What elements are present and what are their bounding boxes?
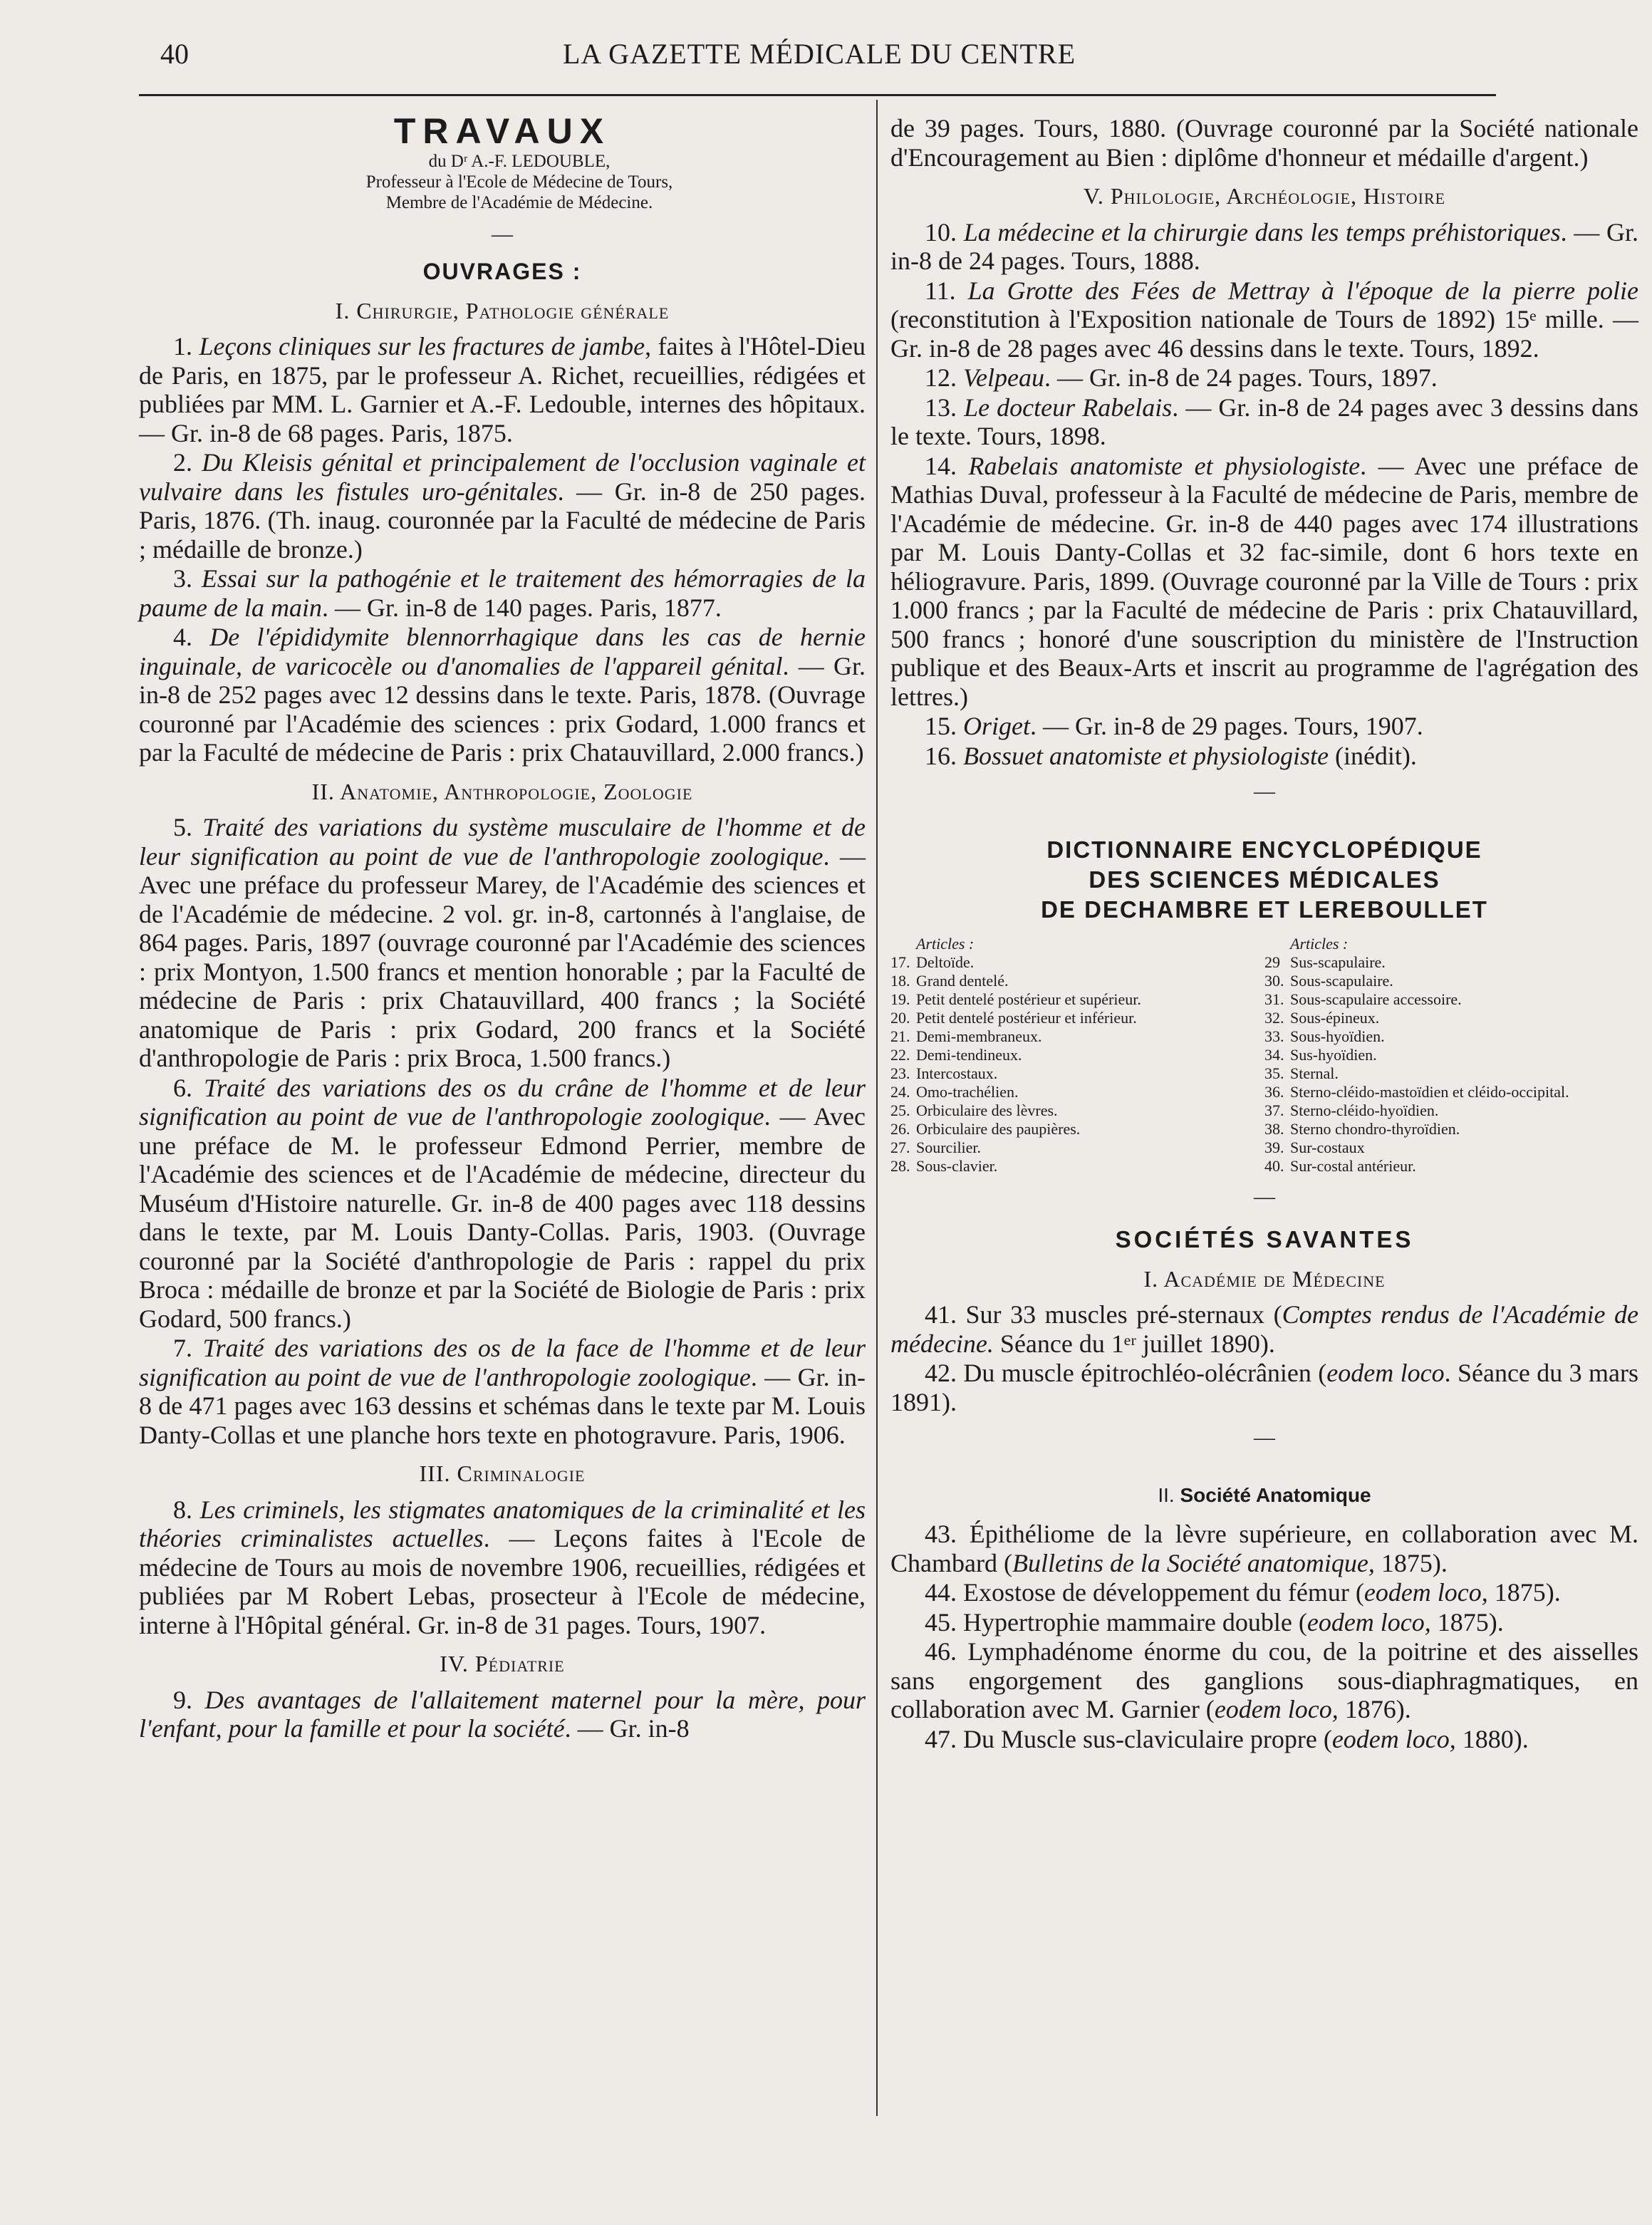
- entry-7: 7. Traité des variations des os de la face de l'homme et de leur signification au point de vue de l'anthropologie zoologique. — Gr. in-8 de 471 pages avec 163 dessins et schémas dans le texte par M. Louis Danty-Collas et une planche hors texte en photogravure. Paris, 1906.: [139, 1334, 866, 1449]
- header-rule: [139, 94, 1496, 96]
- section-societe-anatomique: II. Société Anatomique: [1158, 1483, 1371, 1506]
- entry-3: 3. Essai sur la pathogénie et le traitement des hémorragies de la paume de la main. — Gr. in-8 de 140 pages. Paris, 1877.: [139, 564, 866, 622]
- entry-9: 9. Des avantages de l'allaitement maternel pour la mère, pour l'enfant, pour la famille et pour la société. — Gr. in-8: [139, 1685, 866, 1743]
- entry-4: 4. De l'épididymite blennorrhagique dans les cas de hernie inguinale, de varicocèle ou d'anomalies de l'appareil génital. — Gr. in-8 de 252 pages avec 12 dessins dans le texte. Paris, 1878. (Ouvrage couronné par l'Académie des sciences : prix Godard, 1.000 francs et par la Faculté de médecine de Paris : prix Chatauvillard, 2.000 francs.): [139, 623, 866, 767]
- entry-8: 8. Les criminels, les stigmates anatomiques de la criminalité et les théories criminalistes actuelles. — Leçons faites à l'Ecole de médecine de Tours au mois de novembre 1906, recueillies, rédigées et publiées par M Robert Lebas, prosecteur à l'Ecole de médecine, interne à l'Hôpital général. Gr. in-8 de 31 pages. Tours, 1907.: [139, 1495, 866, 1639]
- entry-16: 16. Bossuet anatomiste et physiologiste (inédit).: [925, 741, 1417, 770]
- entry-15: 15. Origet. — Gr. in-8 de 29 pages. Tours, 1907.: [925, 712, 1423, 740]
- article-item: 33. Sous-hyoïdien.: [1264, 1027, 1385, 1045]
- section-anatomie: II. Anatomie, Anthropologie, Zoologie: [311, 778, 693, 804]
- article-item: 29 Sus-scapulaire.: [1264, 953, 1386, 971]
- entry-6: 6. Traité des variations des os du crâne de l'homme et de leur signification au point de vue de l'anthropologie zoologique. — Avec une préface de M. le professeur Edmond Perrier, membre de l'Académie des sciences et de l'Académie de médecine, directeur du Muséum d'Histoire naturelle. Gr. in-8 de 400 pages avec 118 dessins dans le texte, par M. Louis Danty-Collas. Paris, 1903. (Ouvrage couronné par la Société d'anthropologie de Paris : rappel du prix Broca : médaille de bronze et par la Société de Biologie de Paris : prix Godard, 500 francs.): [139, 1073, 866, 1333]
- article-item: 35. Sternal.: [1264, 1064, 1339, 1082]
- entry-5: 5. Traité des variations du système musculaire de l'homme et de leur signification au point de vue de l'anthropologie zoologique. — Avec une préface du professeur Marey, de l'Académie des sciences et de l'Académie de médecine. 2 vol. gr. in-8, cartonnés à l'anglaise, de 864 pages. Paris, 1897 (ouvrage couronné par l'Académie des sciences : prix Montyon, 1.500 francs et mention honorable ; par la Faculté de médecine de Paris : prix Chatauvillard, 400 francs ; la Société anatomique de Paris : prix Godard, 200 francs et la Société d'anthropologie de Paris : prix Broca, 1.500 francs.): [139, 813, 866, 1072]
- article-item: 28. Sous-clavier.: [890, 1156, 998, 1175]
- byline-professor: Professeur à l'Ecole de Médecine de Tours,: [365, 172, 673, 192]
- travaux-title: TRAVAUX: [393, 111, 611, 151]
- journal-title: LA GAZETTE MÉDICALE DU CENTRE: [562, 38, 1076, 70]
- dictionnaire-line-2: DES SCIENCES MÉDICALES: [1089, 866, 1440, 893]
- section-philologie: V. Philologie, Archéologie, Histoire: [1083, 183, 1446, 209]
- separator-dash: —: [1254, 779, 1275, 803]
- byline-author: du Dʳ A.-F. LEDOUBLE,: [428, 151, 611, 171]
- section-academie: I. Académie de Médecine: [1143, 1265, 1386, 1292]
- entry-46: 46. Lymphadénome énorme du cou, de la poitrine et des aisselles sans engorgement des ganglions sous-diaphragmatiques, en collaboration avec M. Garnier (eodem loco, 1876).: [890, 1637, 1638, 1723]
- article-item: 31. Sous-scapulaire accessoire.: [1264, 990, 1462, 1008]
- article-item: 32. Sous-épineux.: [1264, 1008, 1380, 1027]
- separator-dash: —: [1254, 1426, 1275, 1449]
- article-item: 19. Petit dentelé postérieur et supérieur.: [890, 990, 1141, 1008]
- articles-label: Articles :: [916, 934, 975, 953]
- article-item: 25. Orbiculaire des lèvres.: [890, 1101, 1058, 1119]
- article-item: 38. Sterno chondro-thyroïdien.: [1264, 1119, 1460, 1138]
- entry-44: 44. Exostose de développement du fémur (eodem loco, 1875).: [925, 1578, 1561, 1607]
- right-column: [890, 114, 1638, 1754]
- column-divider: [876, 100, 878, 2116]
- articles-column-left: [890, 935, 1264, 1176]
- entry-2: 2. Du Kleisis génital et principalement de l'occlusion vaginale et vulvaire dans les fistules uro-génitales. — Gr. in-8 de 250 pages. Paris, 1876. (Th. inaug. couronnée par la Faculté de médecine de Paris ; médaille de bronze.): [139, 448, 866, 564]
- article-item: 17. Deltoïde.: [890, 953, 975, 971]
- article-item: 18. Grand dentelé.: [890, 971, 1009, 990]
- articles-column-right: [1264, 935, 1638, 1176]
- societes-heading: SOCIÉTÉS SAVANTES: [1115, 1226, 1414, 1252]
- article-item: 27. Sourcilier.: [890, 1138, 982, 1156]
- byline-member: Membre de l'Académie de Médecine.: [385, 192, 653, 212]
- dictionnaire-heading: [890, 835, 1638, 925]
- section-pediatrie: IV. Pédiatrie: [440, 1651, 565, 1676]
- article-item: 24. Omo-trachélien.: [890, 1082, 1019, 1101]
- entry-45: 45. Hypertrophie mammaire double (eodem loco, 1875).: [925, 1607, 1504, 1637]
- page-header: [142, 37, 1496, 80]
- entry-41: 41. Sur 33 muscles pré-sternaux (Comptes rendus de l'Académie de médecine. Séance du 1ᵉʳ juillet 1890).: [890, 1300, 1638, 1358]
- separator-dash: —: [492, 222, 513, 246]
- entry-1: 1. Leçons cliniques sur les fractures de jambe, faites à l'Hôtel-Dieu de Paris, en 1875, par le professeur A. Richet, recueillies, rédigées et publiées par MM. L. Garnier et A.-F. Ledouble, internes des hôpitaux. — Gr. in-8 de 68 pages. Paris, 1875.: [139, 332, 866, 447]
- article-item: 30. Sous-scapulaire.: [1264, 971, 1393, 990]
- article-item: 23. Intercostaux.: [890, 1064, 998, 1082]
- entry-47: 47. Du Muscle sus-claviculaire propre (eodem loco, 1880).: [925, 1724, 1529, 1753]
- article-item: 22. Demi-tendineux.: [890, 1045, 1022, 1064]
- dictionnaire-line-3: DE DECHAMBRE ET LEREBOULLET: [1041, 896, 1488, 923]
- entry-12: 12. Velpeau. — Gr. in-8 de 24 pages. Tours, 1897.: [925, 363, 1438, 392]
- article-item: 39. Sur-costaux: [1264, 1138, 1365, 1156]
- entry-14: 14. Rabelais anatomiste et physiologiste. — Avec une préface de Mathias Duval, professeur à la Faculté de médecine de Paris, membre de l'Académie de médecine. Gr. in-8 de 440 pages avec 174 illustrations par M. Louis Danty-Collas et 32 fac-simile, dont 6 hors texte en héliogravure. Paris, 1899. (Ouvrage couronné par la Ville de Tours : prix 1.000 francs ; par la Faculté de médecine de Paris : prix Chatauvillard, 500 francs ; honoré d'une souscription du ministère de l'Instruction publique et des Beaux-Arts et inscrit au programme de l'agrégation des lettres.): [890, 451, 1638, 711]
- article-item: 26. Orbiculaire des paupières.: [890, 1119, 1081, 1138]
- article-item: 20. Petit dentelé postérieur et inférieur.: [890, 1008, 1137, 1027]
- article-item: 21. Demi-membraneux.: [890, 1027, 1042, 1045]
- dictionnaire-line-1: DICTIONNAIRE ENCYCLOPÉDIQUE: [1046, 836, 1482, 863]
- article-item: 34. Sus-hyoïdien.: [1264, 1045, 1377, 1064]
- article-item: 37. Sterno-cléido-hyoïdien.: [1264, 1101, 1439, 1119]
- articles-list: [890, 935, 1638, 1176]
- ouvrages-heading: OUVRAGES :: [422, 259, 582, 284]
- entry-13: 13. Le docteur Rabelais. — Gr. in-8 de 24 pages avec 3 dessins dans le texte. Tours, 1898.: [890, 393, 1639, 450]
- entry-43: 43. Épithéliome de la lèvre supérieure, en collaboration avec M. Chambard (Bulletins de la Société anatomique, 1875).: [890, 1520, 1638, 1577]
- article-item: 36. Sterno-cléido-mastoïdien et cléido-occipital.: [1264, 1082, 1569, 1101]
- separator-dash: —: [1254, 1184, 1275, 1208]
- entry-42: 42. Du muscle épitrochléo-olécrânien (eodem loco. Séance du 3 mars 1891).: [890, 1359, 1639, 1416]
- section-criminalogie: III. Criminalogie: [419, 1461, 586, 1486]
- article-item: 40. Sur-costal antérieur.: [1264, 1156, 1416, 1175]
- left-column: [139, 111, 866, 1744]
- entry-11: 11. La Grotte des Fées de Mettray à l'époque de la pierre polie (reconstitution à l'Exposition nationale de Tours de 1892) 15ᵉ mille. — Gr. in-8 de 28 pages avec 46 dessins dans le texte. Tours, 1892.: [890, 276, 1638, 363]
- section-chirurgie: I. Chirurgie, Pathologie générale: [335, 297, 670, 323]
- articles-label: Articles :: [1290, 934, 1349, 953]
- entry-10: 10. La médecine et la chirurgie dans les temps préhistoriques. — Gr. in-8 de 24 pages. Tours, 1888.: [890, 217, 1639, 275]
- page-number: 40: [160, 38, 189, 70]
- entry-9-continued: de 39 pages. Tours, 1880. (Ouvrage couronné par la Société nationale d'Encouragement au Bien : diplôme d'honneur et médaille d'argent.): [890, 114, 1638, 172]
